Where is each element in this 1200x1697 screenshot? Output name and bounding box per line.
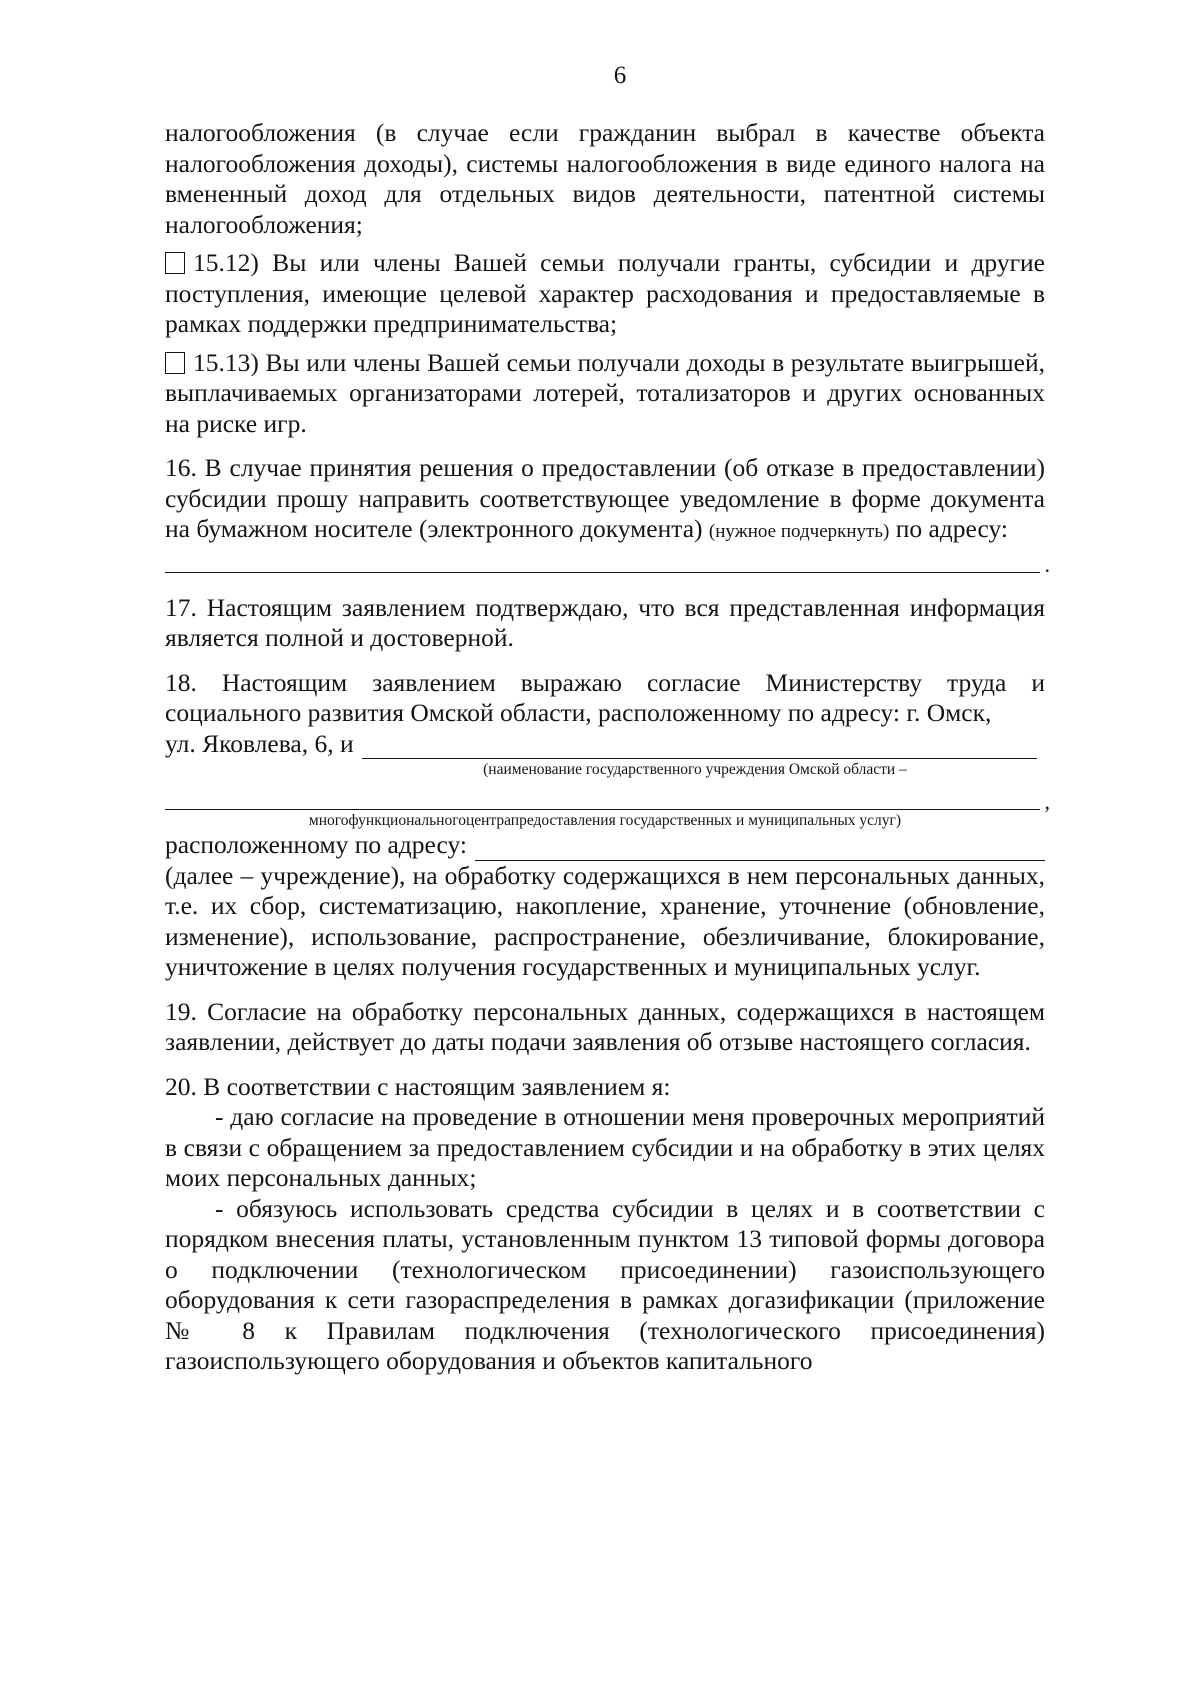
item-15-12-text: 15.12) Вы или члены Вашей семьи получали гранты, субсидии и другие поступления, имеющие целевой характер расходования и предоставляемые в рамках поддержки предпринимательства; bbox=[165, 248, 1045, 338]
item-15-13 bbox=[165, 348, 1045, 440]
item-18: 18. Настоящим заявлением выражаю согласие Министерству труда и социального развития Омской области, расположенному по адресу: г. Омск, bbox=[165, 667, 1045, 727]
institution-field-comma: , bbox=[1044, 789, 1050, 814]
institution-name-field[interactable] bbox=[362, 734, 1037, 759]
checkbox-15-12[interactable] bbox=[165, 252, 185, 274]
address-field-16[interactable] bbox=[165, 548, 1050, 577]
institution-address-field[interactable] bbox=[475, 836, 1045, 861]
item-16-end: по адресу: bbox=[895, 514, 1008, 543]
institution-caption-1: (наименование государственного учреждения Омской области – bbox=[483, 761, 907, 778]
document-body bbox=[165, 118, 1050, 1377]
institution-name-field-2[interactable] bbox=[165, 785, 1050, 814]
item-20: 20. В соответствии с настоящим заявлением я: bbox=[165, 1071, 671, 1101]
item-15-12 bbox=[165, 248, 1045, 340]
located-label: расположенному по адресу: bbox=[165, 830, 467, 859]
item-20-b: - обязуюсь использовать средства субсидии в целях и в соответствии с порядком внесения платы, установленным пунктом 13 типовой формы договора о подключении (технологическом присоединении) газоиспользующего оборудования к сети газораспределения в рамках догазификации (приложение № 8 к Правилам подключения (технологического присоединения) газоиспользующего оборудования и объектов капитального bbox=[165, 1193, 1045, 1375]
institution-caption-2: многофункциональногоцентрапредоставления государственных и муниципальных услуг) bbox=[308, 812, 902, 829]
address-field-16-dot: . bbox=[1044, 551, 1050, 577]
item-16-text: 16. В случае принятия решения о предоставлении (об отказе в предоставлении) субсидии прошу направить соответствующее уведомление в форме документа на бумажном носителе (электронного документа) bbox=[165, 453, 1045, 543]
item-16-note: (нужное подчеркнуть) bbox=[708, 521, 890, 542]
item-19: 19. Согласие на обработку персональных данных, содержащихся в настоящем заявлении, действует до даты подачи заявления об отзыве настоящего согласия. bbox=[165, 996, 1045, 1056]
item-18-address: ул. Яковлева, 6, и bbox=[165, 728, 354, 758]
item-16 bbox=[165, 453, 1045, 548]
item-18-rest: (далее – учреждение), на обработку содержащихся в нем персональных данных, т.е. их сбор, систематизацию, накопление, хранение, уточнение (обновление, изменение), использование, распространение, обезличивание, блокирование, уничтожение в целях получения государственных и муниципальных услуг. bbox=[165, 860, 1045, 981]
paragraph-taxation-continued: налогообложения (в случае если гражданин выбрал в качестве объекта налогообложения доходы), системы налогообложения в виде единого налога на вмененный доход для отдельных видов деятельности, патентной системы налогообложения; bbox=[165, 118, 1045, 239]
page-number: 6 bbox=[613, 62, 627, 89]
checkbox-15-13[interactable] bbox=[165, 352, 185, 374]
item-15-13-text: 15.13) Вы или члены Вашей семьи получали доходы в результате выигрышей, выплачиваемых организаторами лотерей, тотализаторов и других основанных на риске игр. bbox=[165, 347, 1045, 438]
item-17: 17. Настоящим заявлением подтверждаю, что вся представленная информация является полной и достоверной. bbox=[165, 592, 1045, 652]
located-row bbox=[165, 830, 1045, 861]
item-20-a: - даю согласие на проведение в отношении меня проверочных мероприятий в связи с обращением за предоставлением субсидии и на обработку в этих целях моих персональных данных; bbox=[165, 1102, 1045, 1192]
institution-row bbox=[165, 729, 1045, 760]
